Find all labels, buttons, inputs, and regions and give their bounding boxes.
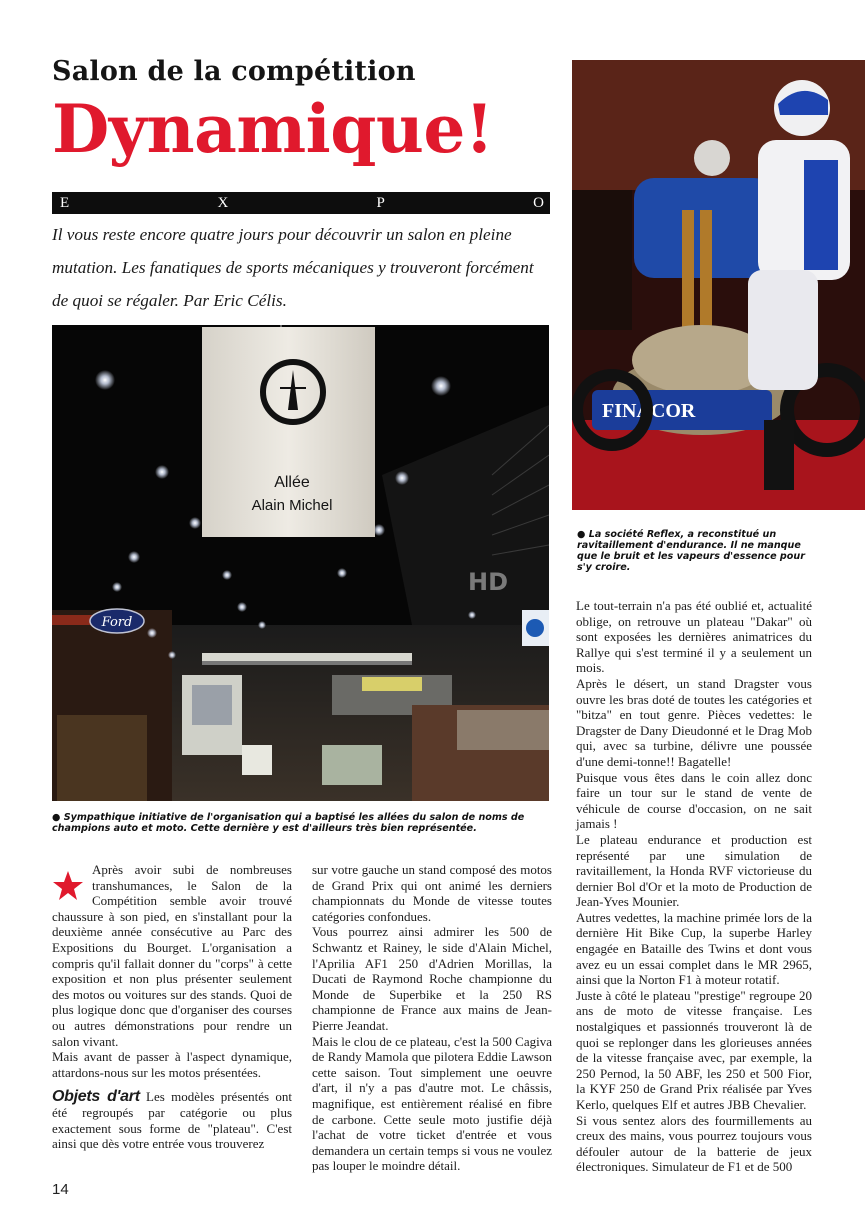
subhead-objets-art: Objets d'art	[52, 1088, 140, 1106]
caption-hall-text: Sympathique initiative de l'organisation qui a baptisé les allées du salon de noms de champions auto et moto. Cette dernière y est d'ailleurs très bien représentée.	[52, 812, 525, 834]
caption-hall	[52, 812, 552, 834]
article-kicker: Salon de la compétition	[52, 56, 416, 87]
ford-sign-text: Ford	[101, 615, 133, 630]
photo-exhibition-hall	[52, 325, 549, 801]
paragraph	[52, 1089, 292, 1151]
finacor-sign-text: FINACOR	[602, 400, 696, 422]
body-column-1	[52, 862, 292, 1152]
paragraph: Puisque vous êtes dans le coin allez donc faire un tour sur le stand de vente de véhicule de course d'occasion, on ne sait jamais !	[576, 769, 812, 832]
paragraph: Mais le clou de ce plateau, c'est la 500 Cagiva de Randy Mamola que pilotera Eddie Lawson cette saison. Tout simplement une oeuvre d'art, il n'y a pas d'autre mot. Le châssis, magnifique, est entièrement réalisé en fibre de carbone. Cette seule moto justifie déjà l'achat de votre ticket d'entrée et vous demandera un certain temps si vous ne voulez pas louper le moindre détail.	[312, 1033, 552, 1174]
banner-line2: Alain Michel	[251, 497, 333, 514]
paragraph: Autres vedettes, la machine primée lors de la dernière Hit Bike Cup, la superbe Harley engagée en Bataille des Twins et dont vous avez eu un essai complet dans le MR 2965, ainsi que la Norton F1 à moteur rotatif.	[576, 909, 812, 988]
caption-refuelling-text: La société Reflex, a reconstitué un ravitaillement d'endurance. Il ne manque que le bruit et les vapeurs d'essence pour s'y croire.	[577, 529, 805, 573]
article-headline: Dynamique!	[52, 90, 494, 168]
paragraph: Si vous sentez alors des fourmillements au creux des mains, vous pourrez toujours vous défouler autour de la batterie de jeux électroniques. Simulateur de F1 et de 500	[576, 1112, 812, 1175]
body-column-3	[576, 598, 812, 1175]
paragraph: Le tout-terrain n'a pas été oublié et, actualité oblige, on retrouve un plateau "Dakar" où sont exposées les dernières animatrices du Rallye qui s'est terminé il y a seulement un mois.	[576, 598, 812, 676]
paragraph-text: Les modèles présentés ont été regroupés par catégorie ou plus exactement sous forme de "plateau". C'est ainsi que dès votre entrée vous trouverez	[52, 1089, 293, 1152]
bullet-icon: ●	[577, 529, 586, 540]
banner-line1: Allée	[274, 474, 310, 491]
bullet-icon: ●	[52, 812, 61, 823]
page-number: 14	[52, 1181, 69, 1198]
star-icon	[52, 868, 84, 904]
paragraph: Après avoir subi de nombreuses transhumances, le Salon de la Compétition semble avoir trouvé chaussure à son pied, en s'installant pour la deuxième année consécutive au Parc des Expositions du Bourget. L'organisation a compris qu'il fallait donner du "corps" à cette exposition et non plus présenter seulement des motos ou voitures sur des stands. Quoi de plus logique donc que d'organiser des courses ou autres démonstrations pour rendre un salon vivant.	[52, 862, 292, 1049]
rubric-letter-e: E	[60, 194, 70, 211]
watermark-text: HD	[468, 568, 509, 596]
paragraph: sur votre gauche un stand composé des motos de Grand Prix qui ont animé les derniers championnats du Monde de vitesse toutes catégories confondues.	[312, 862, 552, 924]
body-column-2	[312, 862, 552, 1174]
caption-refuelling	[577, 529, 811, 573]
paragraph: Le plateau endurance et production est représenté par une simulation de ravitaillement, la Honda RVF victorieuse du dernier Bol d'Or et la moto de Production de Jean-Yves Mounier.	[576, 831, 812, 910]
paragraph: Vous pourrez ainsi admirer les 500 de Schwantz et Rainey, le side d'Alain Michel, l'Aprilia AF1 250 d'Adrien Morillas, la Ducati de Raymond Roche championne du Monde de Superbike et la 250 RS championne de France aux mains de Jean-Pierre Jeandat.	[312, 924, 552, 1033]
rubric-letter-p: P	[376, 194, 385, 211]
rubric-letter-x: X	[217, 194, 229, 211]
photo-refuelling-stand	[572, 60, 865, 510]
paragraph: Après le désert, un stand Dragster vous ouvre les bras doté de toutes les catégories et "bitza" en tout genre. Pièces vedettes: le Dragster de Dany Dieudonné et le Drag Mob qui, avec sa turbine, délivre une poussée d'une demi-tonne!! Bagatelle!	[576, 675, 812, 769]
rubric-bar	[52, 192, 550, 214]
article-lead: Il vous reste encore quatre jours pour découvrir un salon en pleine mutation. Les fanatiques de sports mécaniques y trouveront forcément de quoi se régaler. Par Eric Célis.	[52, 225, 534, 310]
paragraph: Juste à côté le plateau "prestige" regroupe 20 ans de moto de vitesse française. Les nostalgiques et passionnés trouveront là de quoi se replonger dans les glorieuses années de la vitesse française avec, par exemple, la 250 Pernod, la 50 ABF, les 250 et 500 Fior, la KYF 250 de Grand Prix réalisée par Yves Kerlo, quelques Elf et autres JBB Chevalier.	[576, 987, 812, 1112]
paragraph: Mais avant de passer à l'aspect dynamique, attardons-nous sur les motos présentées.	[52, 1049, 292, 1080]
rubric-letter-o: O	[533, 194, 544, 211]
